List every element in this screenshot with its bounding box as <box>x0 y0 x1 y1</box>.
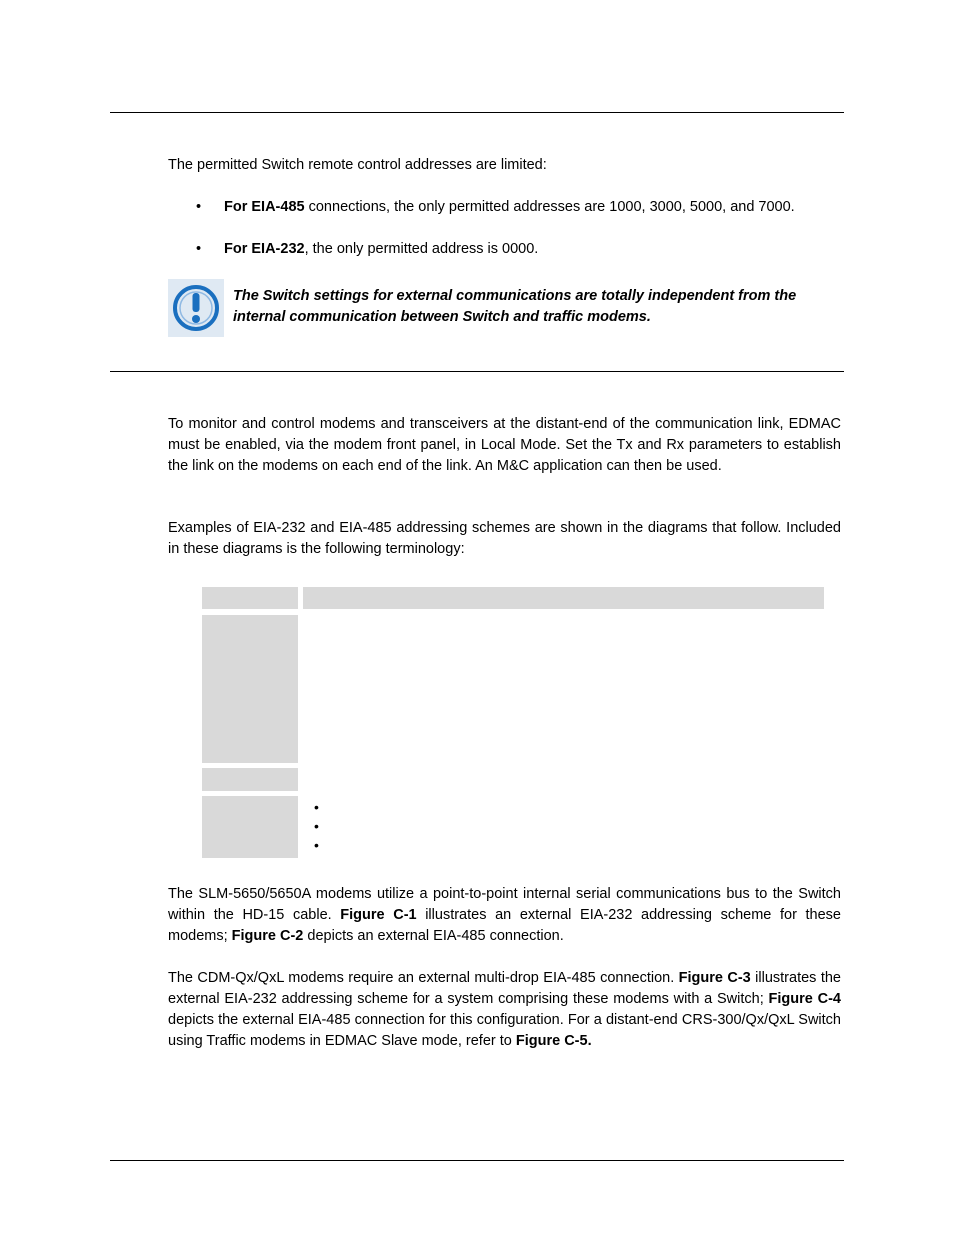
table-header-cell <box>303 587 824 609</box>
slm-paragraph: The SLM-5650/5650A modems utilize a point-to-point internal serial communications bus to the Switch within the HD-15 cable. Figure C-1 illustrates an external EIA-232 addressing scheme for these modems; Figure C-2 depicts an external EIA-485 connection. <box>168 886 841 944</box>
figure-reference: Figure C-1 <box>340 907 417 923</box>
table-term-cell <box>202 796 298 858</box>
edmac-paragraph: To monitor and control modems and transceivers at the distant-end of the communication link, EDMAC must be enabled, via the modem front panel, in Local Mode. Set the Tx and Rx parameters to establish the link on the modems on each end of the link. An M&C application can then be used. <box>168 416 841 474</box>
section-rule <box>110 371 844 372</box>
bullet-text: , the only permitted address is 0000. <box>304 241 539 257</box>
table-bullet: • <box>314 799 319 815</box>
intro-text: The permitted Switch remote control addresses are limited: <box>168 157 547 173</box>
table-term-cell <box>202 615 298 763</box>
figure-reference: Figure C-2 <box>231 928 304 944</box>
bullet-bold: For EIA-232 <box>224 241 305 257</box>
bullet-icon: • <box>196 241 202 257</box>
exclamation-circle-icon <box>168 279 224 337</box>
figure-reference: Figure C-3 <box>678 970 751 986</box>
note-text <box>233 286 833 328</box>
cdm-paragraph: The CDM-Qx/QxL modems require an external multi-drop EIA-485 connection. Figure C-3 illustrates the external EIA-232 addressing scheme for a system comprising these modems with a Switch; Figure C-4 depicts the external EIA-485 connection for this configuration. For a distant-end CRS-300/Qx/QxL Switch using Traffic modems in EDMAC Slave mode, refer to Figure C-5. <box>168 970 842 1049</box>
table-header-cell <box>202 587 298 609</box>
bullet-bold: For EIA-485 <box>224 199 305 215</box>
table-bullet: • <box>314 837 319 853</box>
figure-reference: Figure C-4 <box>768 991 842 1007</box>
note-line: The Switch settings for external communications are totally independent from the <box>233 288 797 304</box>
bullet-text: connections, the only permitted addresses are 1000, 3000, 5000, and 7000. <box>304 199 795 215</box>
table-bullet: • <box>314 818 319 834</box>
figure-reference: Figure C-5. <box>515 1033 592 1049</box>
footer-rule <box>110 1160 844 1161</box>
examples-paragraph: Examples of EIA-232 and EIA-485 addressing schemes are shown in the diagrams that follow. Included in these diagrams is the following terminology: <box>168 520 841 557</box>
table-term-cell <box>202 768 298 791</box>
top-rule <box>110 112 844 113</box>
note-line: internal communication between Switch and traffic modems. <box>233 309 651 325</box>
bullet-icon: • <box>196 199 202 215</box>
